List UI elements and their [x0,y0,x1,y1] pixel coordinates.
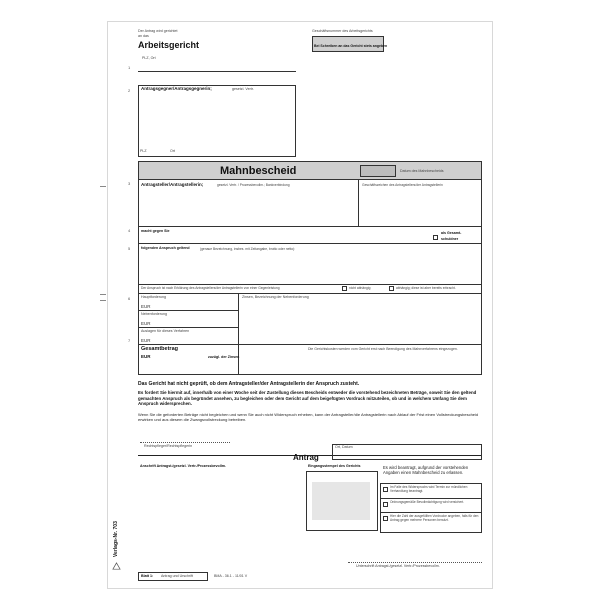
row-number: 7 [128,338,131,343]
side-claim-currency: EUR [141,321,151,326]
bescheid-title: Mahnbescheid [220,165,297,177]
fold-mark [100,294,106,295]
signature-label: Rechtspfleger/Rechtspflegerin [144,444,193,448]
costs-currency: EUR [141,338,151,343]
case-note: Bei Schreiben an das Gericht stets angeben [314,44,388,48]
ort-datum-label: Ort, Datum [335,445,353,449]
court-prefix2: an das [138,34,149,38]
not-dependent-checkbox[interactable] [342,286,347,291]
copies-field[interactable] [383,516,388,521]
request-text: Es wird beantragt, aufgrund der vorstehenden Angaben einen Mahnbescheid zu erlassen. [383,465,469,475]
applicant-title: Antragsteller/Antragstellerin; [141,182,204,187]
applicant-sub: gesetzl. Vertr. / Prozessbevollm.; Bankverbindung [217,183,290,187]
bescheid-block [138,161,482,375]
claim-label: folgenden Anspruch geltend [141,246,190,250]
interest-label: Zinsen, Bezeichnung der Nebenforderung [242,295,309,299]
form-sheet [108,22,492,588]
side-claim-label: Nebenforderung [141,312,167,316]
bescheid-date-field[interactable] [360,165,396,177]
case-label: Geschäftsnummer des Arbeitsgerichts [312,29,373,33]
dependent-checkbox[interactable] [389,286,394,291]
copies-label: Hier die Zahl der ausgefüllten Vordrucke angeben, falls für den Antrag gegen mehrere Personen benutzt. [390,514,479,522]
hearing-label: Im Falle des Widerspruchs wird Termin zur mündlichen Verhandlung beantragt. [390,485,468,493]
paragraph-consequence: Wenn Sie die geforderten Beträge nicht begleichen und wenn Sie auch nicht Widerspruch erheben, kann der Antragsteller/die Antragstellerin nach Ablauf der Frist einen Vollstreckungsbescheid erwirken und aus diesem die Zwangsvollstreckung betreiben. [138,412,479,422]
respondent-box[interactable] [138,85,296,157]
row-number: 1 [128,65,131,70]
hearing-checkbox[interactable] [383,487,388,492]
sheet-label: Blatt 1: [141,574,154,578]
row-number: 2 [128,88,131,93]
row-number: 5 [128,246,131,251]
stamp-label: Eingangsstempel des Gerichts [308,464,361,468]
paragraph-not-checked: Das Gericht hat nicht geprüft, ob dem Antragsteller/der Antragstellerin der Anspruch zusteht. [138,381,360,387]
costs-label: Auslagen für dieses Verfahren [141,329,190,333]
row-number: 4 [128,228,131,233]
power-label: Ordnungsgemäße Bevollmächtigung wird versichert. [390,500,465,504]
claim-sub: (genaue Bezeichnung, insbes. mit Zeitangabe, brutto oder netto): [200,247,296,251]
recycle-icon [112,562,121,571]
dependency-text: Der Anspruch ist nach Erklärung des Antragstellers/der Antragstellerin von einer Gegenleistung [141,286,280,290]
side-code: Verlags-Nr. 703 [113,521,119,557]
not-dependent-label: nicht abhängig [349,286,371,290]
gesamtschuldner-checkbox[interactable] [433,235,438,240]
respondent-plz: PLZ [140,149,147,153]
court-prefix: Der Antrag wird gerichtet [138,29,178,33]
antrag-title: Antrag [293,453,319,462]
power-checkbox[interactable] [383,502,388,507]
dependent-label: abhängig; diese ist aber bereits erbracht. [396,286,456,290]
stamp-area [312,482,370,520]
interest-plus: zuzügl. der Zinsen [208,355,240,359]
respondent-title: Antragsgegner/Antragsgegnerin; [141,86,212,91]
gesamt-label: als Gesamt- [441,231,462,235]
sheet-sub: Antrag und Urschrift [161,574,193,578]
form-code: BMA - 36.1 - 11/01 V [214,574,248,578]
ort-datum-field[interactable] [332,444,482,460]
main-claim-label: Hauptforderung [141,295,166,299]
gesamt-label2: schuldner [441,237,459,241]
applicant-ref: Geschäftszeichen des Antragstellers/der Antragstellerin [362,183,443,187]
court-title: Arbeitsgericht [138,40,200,50]
respondent-sub: gesetzl. Vertr. [232,87,254,91]
respondent-ort: Ort [170,149,175,153]
sign-label: Unterschrift Antragst./gesetzl. Vertr./Prozessbevollm. [356,564,440,568]
fold-mark [100,300,106,301]
court-costs-note: Die Gerichtskosten werden vom Gericht erst nach Beendigung des Mahnverfahrens eingezogen. [308,347,458,351]
total-label: Gesamtbetrag [141,346,178,352]
total-currency: EUR [141,354,151,359]
main-claim-currency: EUR [141,304,151,309]
row-number: 6 [128,296,131,301]
paragraph-request: Es fordert Sie hiermit auf, innerhalb von einer Woche seit der Zustellung dieses Bescheids entweder die vorstehend bezeichneten Beträge, soweit Sie den geltend gemachten Anspruch als begründet ansehen, zu begleichen oder dem Gericht auf dem beigefügten Vordruck mitzuteilen, ob und in welchem Umfang Sie dem Anspruch widersprechen. [138,390,477,407]
fold-mark [100,186,106,187]
sender-label: Anschrift Antragst./gesetzl. Vertr./Prozessbevollm. [140,464,226,468]
row-number: 3 [128,181,131,186]
court-plz: PLZ, Ort [142,56,156,60]
bescheid-date-label: Datum des Mahnbescheids [400,169,444,173]
joint-label: macht gegen Sie [141,229,170,233]
